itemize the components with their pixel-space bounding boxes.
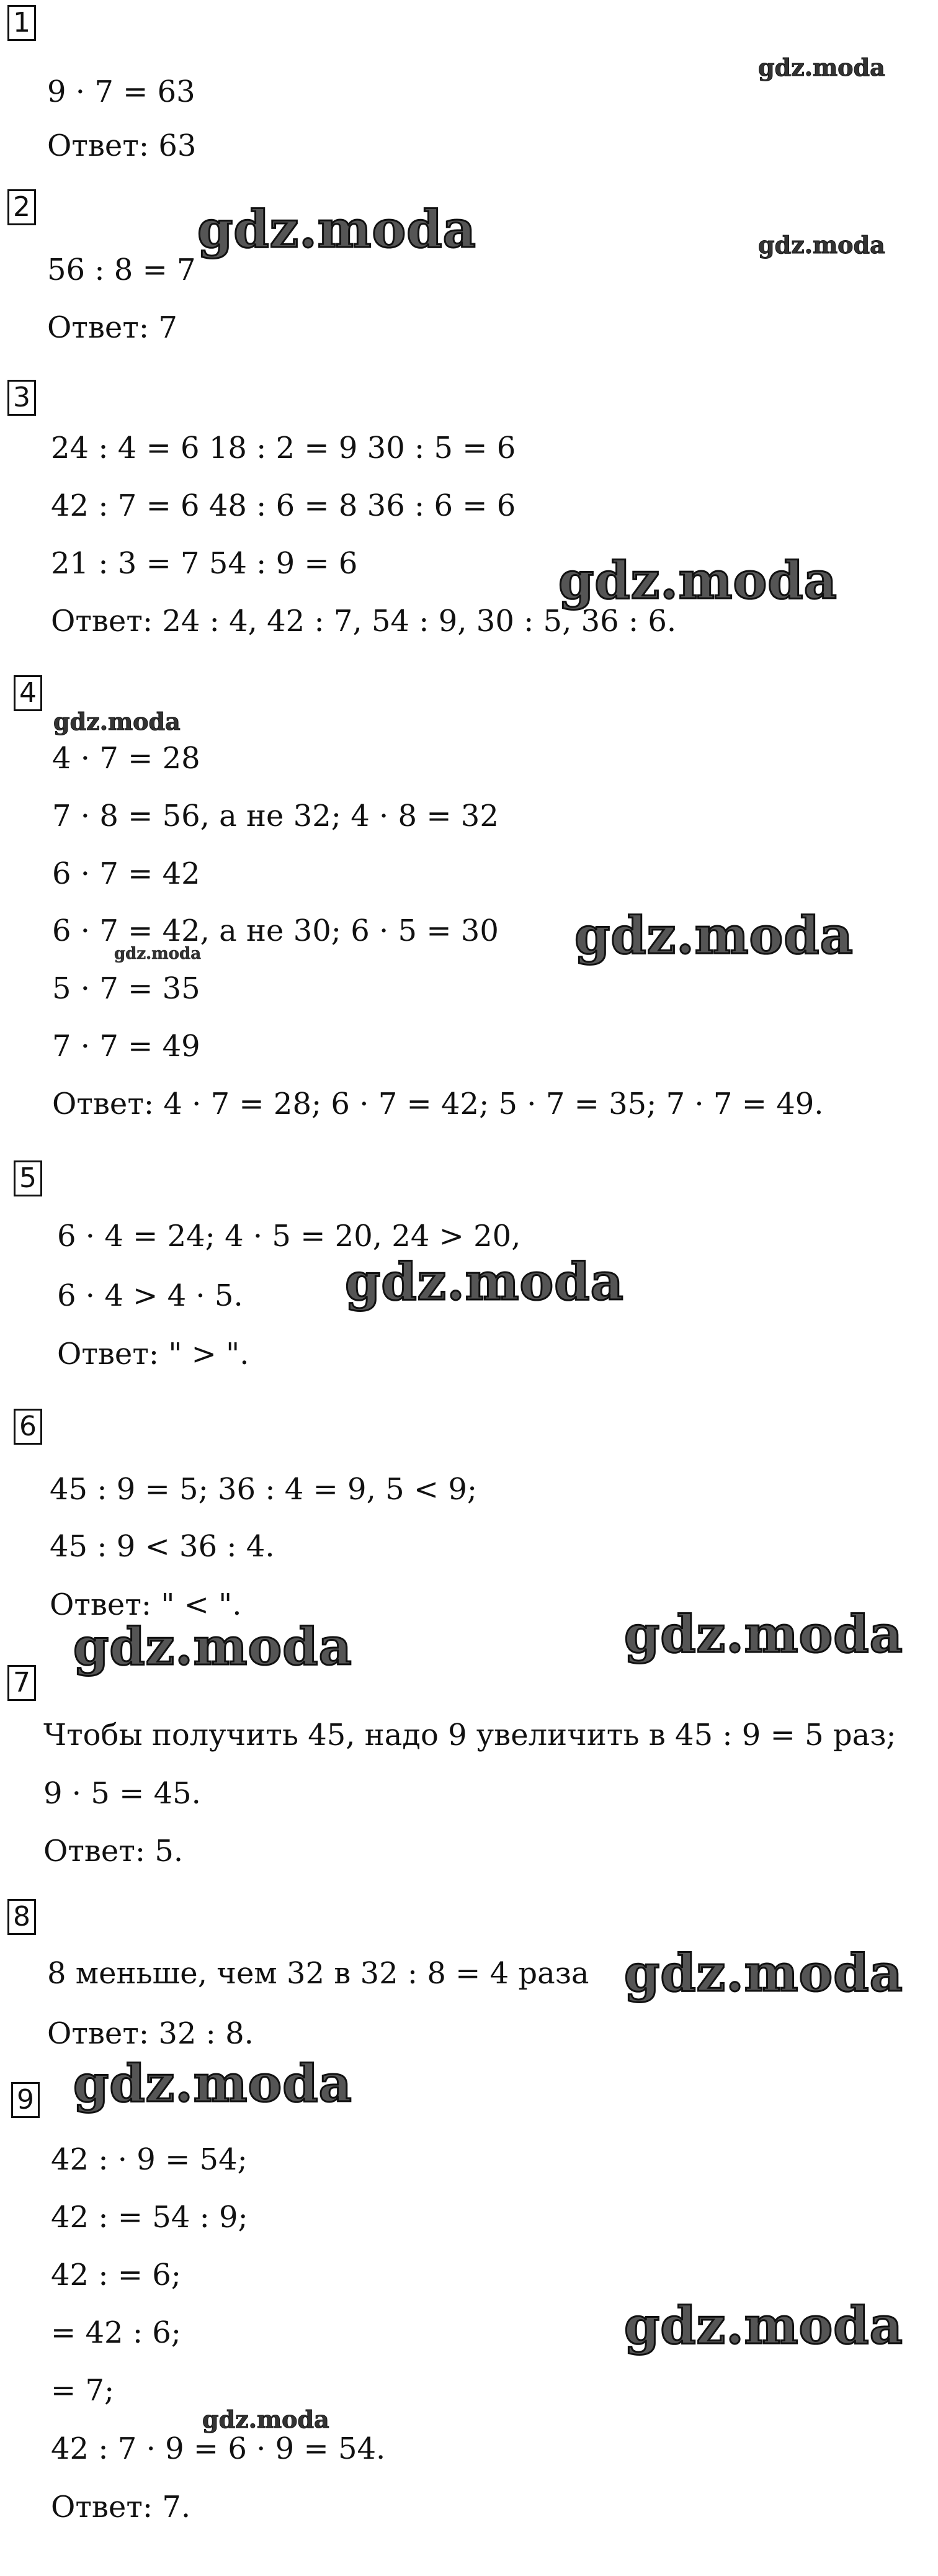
task-line: = 42 : 6;: [51, 2315, 181, 2350]
task-number: 9: [11, 2082, 40, 2118]
watermark: gdz.moda: [114, 945, 202, 963]
task-answer: Ответ: 4 · 7 = 28; 6 · 7 = 42; 5 · 7 = 35; 7 · 7 = 49.: [52, 1087, 824, 1121]
task-number: 4: [14, 675, 42, 711]
watermark: gdz.moda: [202, 2405, 329, 2433]
task-answer: Ответ: 7.: [51, 2490, 191, 2524]
task-line: 42 : 7 · 9 = 6 · 9 = 54.: [51, 2431, 386, 2466]
watermark: gdz.moda: [624, 2296, 903, 2356]
watermark: gdz.moda: [558, 551, 838, 611]
task-answer: Ответ: 5.: [43, 1834, 184, 1869]
watermark: gdz.moda: [624, 1944, 903, 2003]
task-line: 9 · 5 = 45.: [43, 1776, 201, 1811]
task-line: = 7;: [51, 2373, 115, 2408]
task-line: 45 : 9 = 5; 36 : 4 = 9, 5 < 9;: [50, 1472, 478, 1507]
task-number: 6: [14, 1409, 42, 1445]
watermark: gdz.moda: [624, 1605, 903, 1664]
task-line: 6 · 7 = 42: [52, 856, 200, 891]
watermark: gdz.moda: [758, 231, 885, 259]
task-line: 6 · 4 = 24; 4 · 5 = 20, 24 > 20,: [57, 1219, 521, 1254]
task-answer: Ответ: " > ".: [57, 1337, 249, 1371]
task-line: 24 : 4 = 6 18 : 2 = 9 30 : 5 = 6: [51, 431, 516, 465]
task-line: 42 : 7 = 6 48 : 6 = 8 36 : 6 = 6: [51, 488, 516, 523]
task-number: 5: [14, 1160, 42, 1196]
task-line: 21 : 3 = 7 54 : 9 = 6: [51, 546, 358, 581]
watermark: gdz.moda: [73, 1617, 352, 1677]
task-answer: Ответ: 63: [47, 128, 197, 163]
task-line: Чтобы получить 45, надо 9 увеличить в 45 : 9 = 5 раз;: [43, 1718, 896, 1752]
task-number: 8: [7, 1899, 36, 1935]
task-line: 42 : = 6;: [51, 2258, 181, 2292]
task-number: 7: [7, 1665, 36, 1701]
watermark: gdz.moda: [345, 1252, 624, 1312]
task-line: 42 : · 9 = 54;: [51, 2142, 248, 2177]
task-line: 42 : = 54 : 9;: [51, 2200, 248, 2235]
task-line: 6 · 7 = 42, а не 30; 6 · 5 = 30: [52, 913, 499, 948]
task-line: 8 меньше, чем 32 в 32 : 8 = 4 раза: [47, 1956, 589, 1991]
task-line: 56 : 8 = 7: [47, 253, 196, 287]
task-line: 9 · 7 = 63: [47, 74, 195, 109]
watermark: gdz.moda: [574, 906, 854, 966]
watermark: gdz.moda: [73, 2054, 352, 2114]
watermark: gdz.moda: [758, 53, 885, 81]
task-answer: Ответ: " < ".: [50, 1587, 242, 1622]
task-line: 7 · 8 = 56, а не 32; 4 · 8 = 32: [52, 799, 499, 833]
task-line: 45 : 9 < 36 : 4.: [50, 1529, 275, 1564]
task-line: 5 · 7 = 35: [52, 971, 200, 1006]
watermark: gdz.moda: [197, 200, 476, 259]
task-number: 3: [7, 380, 36, 416]
task-answer: Ответ: 24 : 4, 42 : 7, 54 : 9, 30 : 5, 36 : 6.: [51, 604, 677, 639]
task-answer: Ответ: 7: [47, 310, 177, 345]
task-number: 1: [7, 5, 36, 41]
watermark: gdz.moda: [53, 707, 181, 735]
task-line: 6 · 4 > 4 · 5.: [57, 1278, 243, 1313]
task-answer: Ответ: 32 : 8.: [47, 2016, 254, 2051]
task-number: 2: [7, 189, 36, 225]
task-line: 7 · 7 = 49: [52, 1029, 200, 1064]
task-line: 4 · 7 = 28: [52, 741, 200, 776]
